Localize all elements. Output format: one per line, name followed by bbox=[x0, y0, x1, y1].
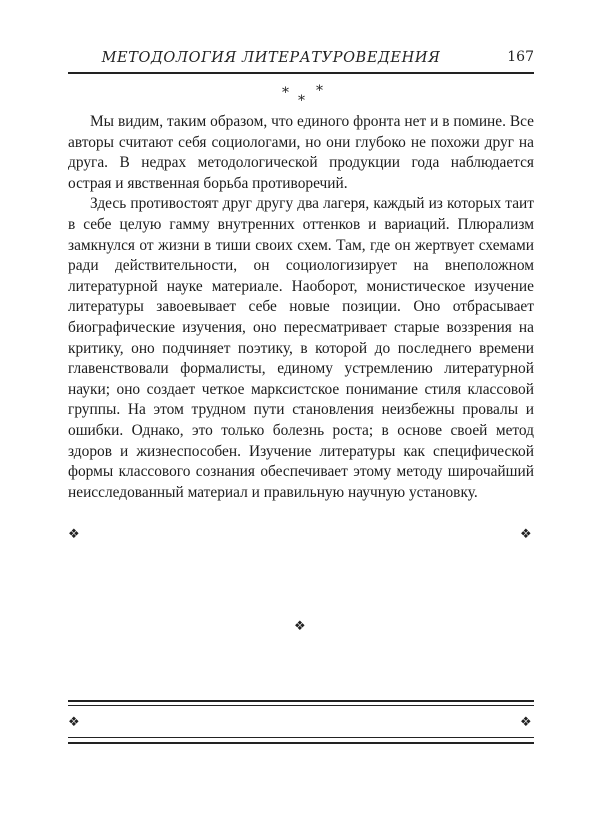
page-number: 167 bbox=[507, 49, 534, 65]
running-head bbox=[68, 46, 534, 70]
header-rule bbox=[68, 72, 534, 74]
asterism bbox=[0, 84, 600, 108]
ornament-right-lower: ❖ bbox=[520, 715, 532, 730]
rule-upper-thin bbox=[68, 705, 534, 706]
ornament-left-upper: ❖ bbox=[68, 527, 80, 542]
paragraph-2: Здесь противостоят друг другу два лагеря, каждый из которых таит в себе целую гамму внутренних оттенков и вариаций. Плюрализм замкнулся от жизни в тиши своих схем. Там, где он жертвует схемами ради действительности, он социологизирует на внеположном литературной науке материале. Наоборот, монистическое изучение литературы завоевывает себе новые позиции. Оно отбрасывает биографические изучения, оно пересматривает старые воззрения на критику, оно подчиняет поэтику, в которой до последнего времени главенствовали формалисты, единому устремлению литературной науки; оно создает четкое марксистское понимание стиля классовой группы. На этом трудном пути становления неизбежны провалы и ошибки. Однако, это только болезнь роста; в основе своей метод здоров и жизнеспособен. Изучение литературы как специфической формы классового сознания обеспечивает этому методу широчайший неисследованный материал и правильную научную установку. bbox=[68, 195, 534, 501]
ornament-right-upper: ❖ bbox=[520, 527, 532, 542]
paragraph-1: Мы видим, таким образом, что единого фронта нет и в помине. Все авторы считают себя социологами, но они глубоко не похожи друг на друга. В недрах методологической продукции года наблюдается острая и явственная борьба противоречий. bbox=[68, 113, 534, 192]
ornament-left-lower: ❖ bbox=[68, 715, 80, 730]
rule-lower-thick bbox=[68, 742, 534, 744]
rule-lower-thin bbox=[68, 737, 534, 738]
asterism-star-bottom: * bbox=[298, 93, 305, 109]
asterism-star-right: * bbox=[316, 83, 323, 99]
rule-upper-thick bbox=[68, 700, 534, 702]
body-text bbox=[68, 112, 534, 503]
running-title: МЕТОДОЛОГИЯ ЛИТЕРАТУРОВЕДЕНИЯ bbox=[101, 50, 441, 66]
ornament-center: ❖ bbox=[294, 619, 306, 634]
asterism-star-left: * bbox=[282, 85, 289, 101]
